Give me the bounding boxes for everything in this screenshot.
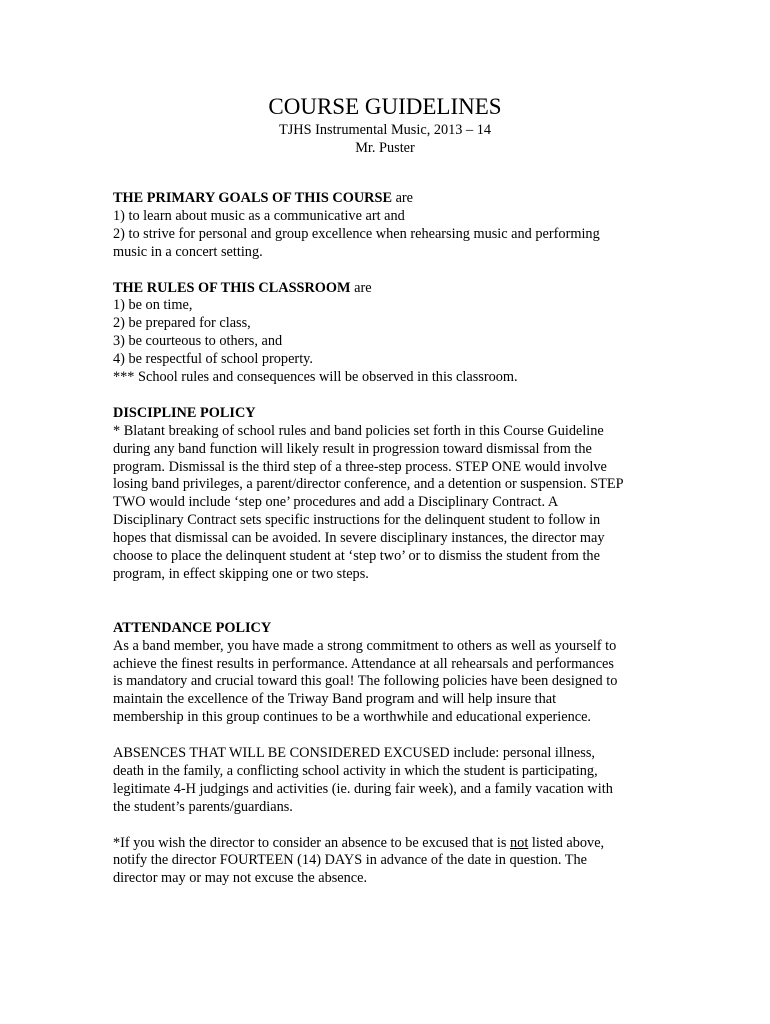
rules-section (113, 280, 673, 387)
excuse-note-text-after: listed above, (528, 834, 605, 851)
goals-heading-line (113, 190, 673, 208)
discipline-line: * Blatant breaking of school rules and band policies set forth in this Course Guideline (113, 422, 604, 439)
rules-line: 3) be courteous to others, and (113, 333, 283, 350)
discipline-heading: DISCIPLINE POLICY (113, 404, 256, 421)
goals-line: music in a concert setting. (113, 243, 263, 260)
excuse-note-underlined: not (510, 834, 529, 851)
discipline-line: hopes that dismissal can be avoided. In severe disciplinary instances, the director may (113, 530, 605, 547)
discipline-line: during any band function will likely result in progression toward dismissal from the (113, 440, 592, 457)
attendance-heading: ATTENDANCE POLICY (113, 619, 272, 636)
attendance-heading-line (113, 620, 673, 638)
absences-line: death in the family, a conflicting school activity in which the student is participating, (113, 762, 598, 779)
rules-line: 4) be respectful of school property. (113, 351, 313, 368)
goals-line: 1) to learn about music as a communicative art and (113, 207, 405, 224)
absences-section (113, 745, 673, 817)
discipline-line: Disciplinary Contract sets specific instructions for the delinquent student to follow in (113, 512, 601, 529)
discipline-line: TWO would include ‘step one’ procedures and add a Disciplinary Contract. A (113, 494, 559, 511)
attendance-section (113, 620, 673, 727)
rules-line: 2) be prepared for class, (113, 315, 251, 332)
rules-line: 1) be on time, (113, 297, 193, 314)
document-header (0, 93, 770, 157)
attendance-line: maintain the excellence of the Triway Band program and will help insure that (113, 691, 557, 708)
absences-line: legitimate 4-H judgings and activities (ie. during fair week), and a family vacation with (113, 780, 613, 797)
rules-heading-suffix: are (350, 279, 372, 296)
discipline-line: program, in effect skipping one or two steps. (113, 566, 369, 582)
discipline-line: losing band privileges, a parent/director conference, and a detention or suspension. STEP (113, 476, 624, 493)
goals-line: 2) to strive for personal and group excellence when rehearsing music and performing (113, 225, 600, 242)
excuse-note-text-before: *If you wish the director to consider an absence to be excused that is (113, 834, 511, 851)
attendance-line: membership in this group continues to be a worthwhile and educational experience. (113, 709, 592, 726)
attendance-line: As a band member, you have made a strong commitment to others as well as yourself to (113, 637, 617, 654)
goals-section (113, 190, 673, 262)
document-body (113, 190, 673, 888)
course-subtitle: TJHS Instrumental Music, 2013 – 14 (278, 122, 492, 138)
absences-line: the student’s parents/guardians. (113, 798, 293, 815)
absences-line: ABSENCES THAT WILL BE CONSIDERED EXCUSED include: personal illness, (113, 745, 595, 762)
excuse-note-line (113, 835, 673, 853)
excuse-note-line: director may or may not excuse the absence. (113, 870, 368, 887)
rules-heading-line (113, 280, 673, 298)
rules-heading: THE RULES OF THIS CLASSROOM (113, 279, 351, 296)
attendance-line: achieve the finest results in performance. Attendance at all rehearsals and performances (113, 655, 614, 672)
attendance-line: is mandatory and crucial toward this goal! The following policies have been designed to (113, 673, 618, 690)
discipline-line: program. Dismissal is the third step of a three-step process. STEP ONE would involve (113, 458, 607, 475)
discipline-heading-line (113, 405, 673, 423)
excuse-note-section (113, 835, 673, 889)
goals-heading-suffix: are (392, 190, 414, 206)
teacher-name: Mr. Puster (355, 140, 415, 156)
excuse-note-line: notify the director FOURTEEN (14) DAYS in advance of the date in question. The (113, 852, 588, 869)
page-title: COURSE GUIDELINES (268, 94, 502, 119)
goals-heading: THE PRIMARY GOALS OF THIS COURSE (113, 190, 392, 206)
rules-line: *** School rules and consequences will be observed in this classroom. (113, 369, 518, 386)
discipline-section (113, 405, 673, 584)
discipline-line: choose to place the delinquent student at ‘step two’ or to dismiss the student from the (113, 548, 600, 565)
